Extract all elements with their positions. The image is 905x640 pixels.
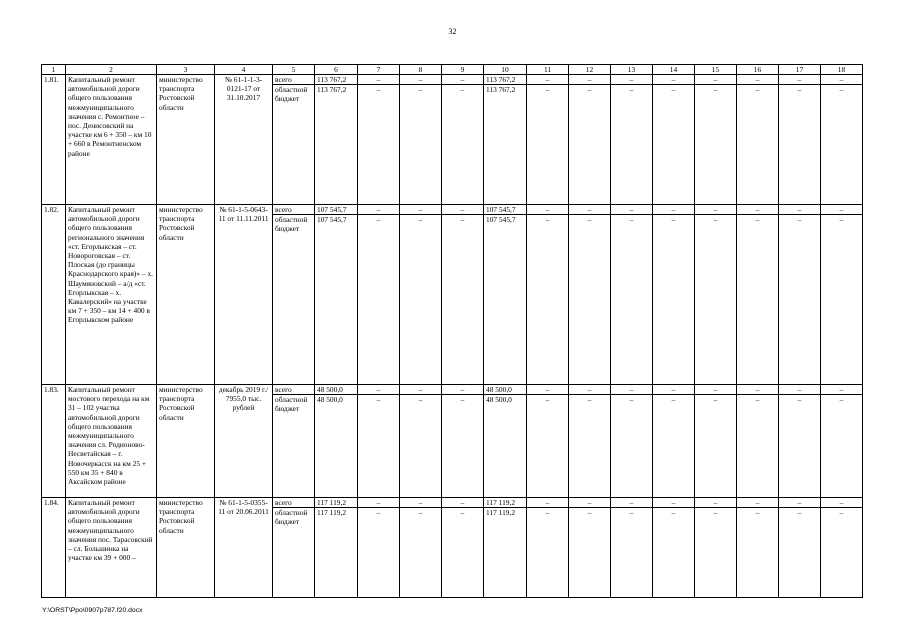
table-row [42, 385, 863, 498]
total-amount-total: 107 545,7 [317, 205, 347, 214]
col-8-value [400, 385, 442, 498]
dash: – [611, 394, 652, 404]
data-table [41, 64, 863, 598]
dash: – [779, 84, 820, 94]
dash: – [527, 394, 568, 404]
col-10-amount-total: 117 119,2 [486, 498, 516, 507]
col-18-value [821, 205, 863, 385]
col-12-value [569, 385, 611, 498]
dash: – [569, 214, 610, 224]
col-16-value [737, 75, 779, 205]
col-16-value [737, 205, 779, 385]
col-10-amount-budget: 48 500,0 [484, 394, 526, 404]
table-row [42, 205, 863, 385]
dash: – [653, 84, 694, 94]
dash: – [653, 394, 694, 404]
row-number: 1.82. [42, 205, 66, 385]
col-14-value [653, 385, 695, 498]
col-7-value [358, 498, 400, 598]
dash: – [629, 498, 634, 507]
funding-source [273, 75, 315, 205]
object-name: Капитальный ремонт мостового перехода на км 31 – 102 участка автомобильной дороги общего пользования межмуниципального значения сл. Родионово-Несветайская – г. Новочеркасск на км 25 + 550 км 35 + 840 в Аксайском районе [66, 385, 157, 498]
col-7-value [358, 205, 400, 385]
col-12-value [569, 205, 611, 385]
funding-source-budget: областной бюджет [273, 84, 314, 103]
object-name: Капитальный ремонт автомобильной дороги общего пользования регионального значения «ст. Егорлыкская – ст. Новороговская – ст. Плоская (до границы Краснодарского края)» – х. Шаумяновский – а/д «ст. Егорлыкская – х. Кавалерский» на участке км 7 + 350 – км 14 + 400 в Егорлыкском районе [66, 205, 157, 385]
dash: – [400, 394, 441, 404]
row-number: 1.84. [42, 498, 66, 598]
dash: – [797, 75, 802, 84]
dash: – [418, 498, 423, 507]
col-17-value [779, 498, 821, 598]
dash: – [460, 385, 465, 394]
funding-source-budget: областной бюджет [273, 394, 314, 413]
dash: – [755, 498, 760, 507]
dash: – [400, 214, 441, 224]
total-amount [315, 75, 358, 205]
total-amount-budget: 113 767,2 [315, 84, 357, 94]
header-cell-5: 5 [273, 65, 315, 75]
col-11-value [527, 498, 569, 598]
total-amount [315, 385, 358, 498]
header-cell-1: 1 [42, 65, 66, 75]
dash: – [737, 84, 778, 94]
funding-source-total: всего [275, 385, 292, 394]
header-cell-17: 17 [779, 65, 821, 75]
header-cell-4: 4 [215, 65, 273, 75]
col-10-amount [484, 75, 527, 205]
dash: – [737, 394, 778, 404]
dash: – [797, 385, 802, 394]
col-10-amount [484, 385, 527, 498]
dash: – [797, 205, 802, 214]
col-14-value [653, 498, 695, 598]
dash: – [671, 75, 676, 84]
col-15-value [695, 385, 737, 498]
dash: – [400, 507, 441, 517]
dash: – [587, 205, 592, 214]
col-7-value [358, 385, 400, 498]
col-9-value [442, 498, 484, 598]
col-8-value [400, 205, 442, 385]
col-7-value [358, 75, 400, 205]
customer: министерство транспорта Ростовской области [157, 205, 215, 385]
header-cell-15: 15 [695, 65, 737, 75]
header-row [42, 65, 863, 75]
dash: – [460, 498, 465, 507]
header-cell-13: 13 [611, 65, 653, 75]
dash: – [653, 214, 694, 224]
col-8-value [400, 75, 442, 205]
dash: – [611, 84, 652, 94]
header-cell-9: 9 [442, 65, 484, 75]
total-amount-budget: 107 545,7 [315, 214, 357, 224]
object-name: Капитальный ремонт автомобильной дороги общего пользования межмуниципального значения пос. Тарасовский – сл. Большинка на участке км 39 + 000 – [66, 498, 157, 598]
customer: министерство транспорта Ростовской области [157, 498, 215, 598]
col-18-value [821, 498, 863, 598]
col-15-value [695, 498, 737, 598]
dash: – [821, 84, 862, 94]
header-cell-18: 18 [821, 65, 863, 75]
col-10-amount-budget: 107 545,7 [484, 214, 526, 224]
dash: – [527, 507, 568, 517]
dash: – [400, 84, 441, 94]
col-10-amount-budget: 117 119,2 [484, 507, 526, 517]
col-16-value [737, 498, 779, 598]
funding-source-budget: областной бюджет [273, 214, 314, 233]
dash: – [713, 385, 718, 394]
table-row [42, 498, 863, 598]
dash: – [442, 394, 483, 404]
dash: – [460, 75, 465, 84]
dash: – [839, 205, 844, 214]
header-cell-3: 3 [157, 65, 215, 75]
dash: – [629, 205, 634, 214]
dash: – [569, 507, 610, 517]
row-number: 1.83. [42, 385, 66, 498]
col-13-value [611, 75, 653, 205]
col-10-amount [484, 498, 527, 598]
dash: – [587, 385, 592, 394]
dash: – [671, 385, 676, 394]
funding-source-total: всего [275, 205, 292, 214]
col-12-value [569, 498, 611, 598]
funding-source-total: всего [275, 75, 292, 84]
total-amount [315, 205, 358, 385]
dash: – [418, 75, 423, 84]
dash: – [839, 385, 844, 394]
file-path-footer: Y:\ORST\Ppo\0907p787.f20.docx [42, 607, 143, 614]
col-14-value [653, 205, 695, 385]
col-13-value [611, 205, 653, 385]
col-17-value [779, 385, 821, 498]
dash: – [611, 507, 652, 517]
dash: – [527, 214, 568, 224]
total-amount-budget: 48 500,0 [315, 394, 357, 404]
table-row [42, 75, 863, 205]
dash: – [629, 385, 634, 394]
col-9-value [442, 205, 484, 385]
dash: – [755, 385, 760, 394]
col-18-value [821, 75, 863, 205]
dash: – [545, 385, 550, 394]
dash: – [376, 205, 381, 214]
dash: – [821, 214, 862, 224]
dash: – [545, 498, 550, 507]
col-18-value [821, 385, 863, 498]
header-cell-16: 16 [737, 65, 779, 75]
col-17-value [779, 205, 821, 385]
document-ref: № 61-1-5-0355-11 от 20.06.2011 [215, 498, 273, 598]
dash: – [358, 214, 399, 224]
dash: – [629, 75, 634, 84]
funding-source [273, 205, 315, 385]
dash: – [376, 75, 381, 84]
dash: – [527, 84, 568, 94]
dash: – [671, 498, 676, 507]
row-number: 1.81. [42, 75, 66, 205]
dash: – [695, 84, 736, 94]
dash: – [671, 205, 676, 214]
dash: – [797, 498, 802, 507]
col-11-value [527, 385, 569, 498]
document-ref: декабрь 2019 г./ 7955,0 тыс. рублей [215, 385, 273, 498]
dash: – [358, 507, 399, 517]
total-amount-total: 48 500,0 [317, 385, 343, 394]
total-amount [315, 498, 358, 598]
col-9-value [442, 385, 484, 498]
col-13-value [611, 498, 653, 598]
total-amount-total: 113 767,2 [317, 75, 347, 84]
funding-source-budget: областной бюджет [273, 507, 314, 526]
customer: министерство транспорта Ростовской области [157, 385, 215, 498]
col-12-value [569, 75, 611, 205]
dash: – [442, 214, 483, 224]
dash: – [779, 394, 820, 404]
dash: – [587, 498, 592, 507]
dash: – [737, 214, 778, 224]
col-10-amount [484, 205, 527, 385]
header-cell-12: 12 [569, 65, 611, 75]
funding-source-total: всего [275, 498, 292, 507]
funding-source [273, 498, 315, 598]
col-10-amount-total: 113 767,2 [486, 75, 516, 84]
dash: – [587, 75, 592, 84]
dash: – [653, 507, 694, 517]
col-8-value [400, 498, 442, 598]
col-10-amount-budget: 113 767,2 [484, 84, 526, 94]
customer: министерство транспорта Ростовской области [157, 75, 215, 205]
dash: – [376, 498, 381, 507]
header-cell-10: 10 [484, 65, 527, 75]
dash: – [545, 205, 550, 214]
object-name: Капитальный ремонт автомобильной дороги общего пользования межмуниципального значения с. Ремонтное – пос. Денисовский на участке км 6 + 350 – км 10 + 660 в Ремонтненском районе [66, 75, 157, 205]
dash: – [713, 75, 718, 84]
dash: – [755, 75, 760, 84]
dash: – [713, 205, 718, 214]
col-9-value [442, 75, 484, 205]
dash: – [713, 498, 718, 507]
col-17-value [779, 75, 821, 205]
total-amount-budget: 117 119,2 [315, 507, 357, 517]
total-amount-total: 117 119,2 [317, 498, 347, 507]
col-15-value [695, 205, 737, 385]
dash: – [695, 394, 736, 404]
dash: – [779, 507, 820, 517]
col-14-value [653, 75, 695, 205]
dash: – [755, 205, 760, 214]
col-11-value [527, 205, 569, 385]
dash: – [695, 214, 736, 224]
dash: – [358, 394, 399, 404]
document-ref: № 61-1-1-3-0121-17 от 31.10.2017 [215, 75, 273, 205]
dash: – [569, 394, 610, 404]
dash: – [376, 385, 381, 394]
dash: – [418, 205, 423, 214]
dash: – [418, 385, 423, 394]
header-cell-2: 2 [66, 65, 157, 75]
funding-source [273, 385, 315, 498]
header-cell-11: 11 [527, 65, 569, 75]
dash: – [839, 75, 844, 84]
col-10-amount-total: 107 545,7 [486, 205, 516, 214]
dash: – [839, 498, 844, 507]
dash: – [442, 507, 483, 517]
dash: – [460, 205, 465, 214]
dash: – [442, 84, 483, 94]
dash: – [545, 75, 550, 84]
dash: – [737, 507, 778, 517]
header-cell-14: 14 [653, 65, 695, 75]
dash: – [821, 507, 862, 517]
col-11-value [527, 75, 569, 205]
header-cell-7: 7 [358, 65, 400, 75]
dash: – [779, 214, 820, 224]
col-10-amount-total: 48 500,0 [486, 385, 512, 394]
dash: – [569, 84, 610, 94]
dash: – [611, 214, 652, 224]
col-16-value [737, 385, 779, 498]
header-cell-6: 6 [315, 65, 358, 75]
header-cell-8: 8 [400, 65, 442, 75]
document-ref: № 61-1-5-0643-11 от 11.11.2011 [215, 205, 273, 385]
col-15-value [695, 75, 737, 205]
dash: – [695, 507, 736, 517]
page-number: 32 [448, 27, 457, 36]
dash: – [358, 84, 399, 94]
dash: – [821, 394, 862, 404]
col-13-value [611, 385, 653, 498]
